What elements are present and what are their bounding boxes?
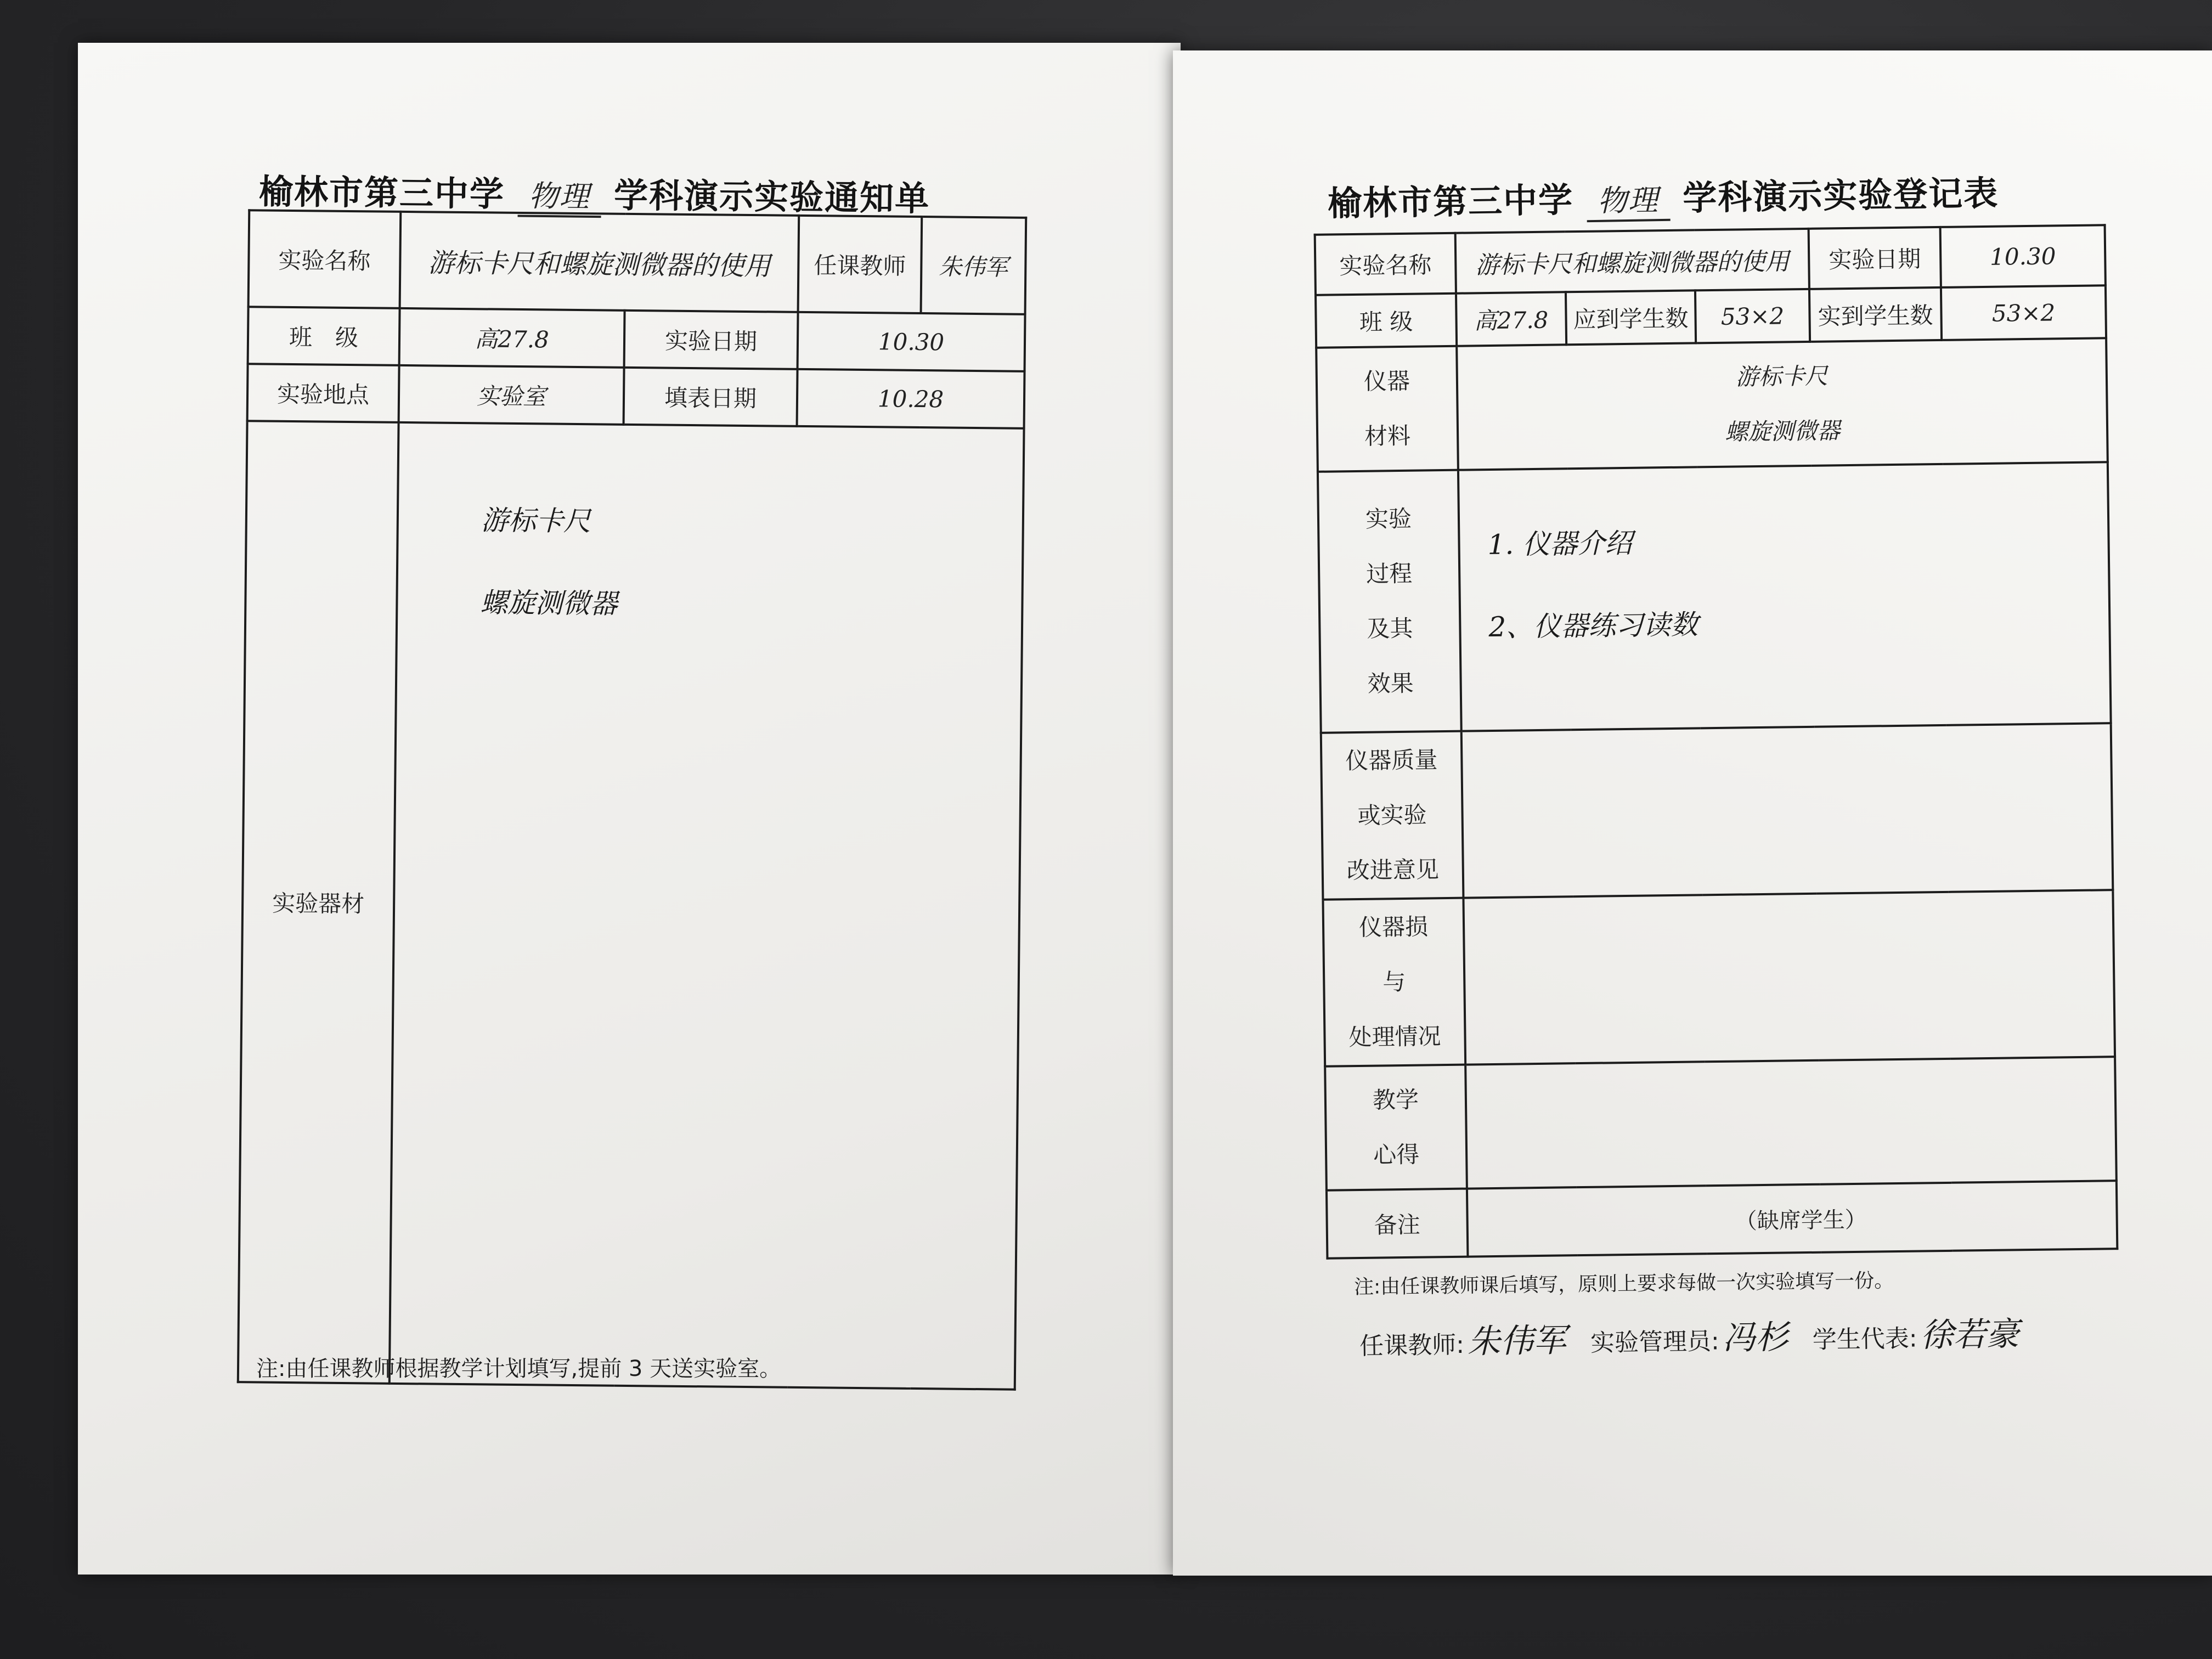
register-sheet bbox=[1173, 50, 2212, 1576]
instrument-item: 游标卡尺 bbox=[1735, 362, 1829, 391]
notice-table bbox=[237, 209, 1027, 1391]
reg-value-instruments bbox=[1457, 338, 2108, 470]
reg-value-actual: 53×2 bbox=[1941, 285, 2106, 340]
reg-label-teaching: 教学 心得 bbox=[1325, 1065, 1467, 1190]
reg-label-quality: 仪器质量 或实验 改进意见 bbox=[1321, 731, 1464, 900]
register-table bbox=[1314, 224, 2119, 1260]
value-fill-date: 10.28 bbox=[797, 369, 1025, 428]
reg-value-class: 高27.8 bbox=[1456, 292, 1566, 346]
reg-label-actual: 实到学生数 bbox=[1809, 287, 1942, 342]
teacher-signature: 朱伟军 bbox=[1467, 1321, 1567, 1361]
label-experiment-date: 实验日期 bbox=[624, 311, 798, 369]
value-experiment-name: 游标卡尺和螺旋测微器的使用 bbox=[400, 212, 799, 312]
value-location: 实验室 bbox=[399, 365, 624, 425]
reg-label-process: 实验 过程 及其 效果 bbox=[1318, 470, 1462, 733]
reg-value-remarks: （缺席学生） bbox=[1467, 1181, 2117, 1256]
equipment-item: 游标卡尺 bbox=[481, 504, 591, 538]
reg-label-remarks: 备注 bbox=[1327, 1189, 1468, 1259]
notice-sheet bbox=[78, 43, 1181, 1575]
reg-label-date: 实验日期 bbox=[1809, 227, 1941, 289]
notice-title-prefix: 榆林市第三中学 bbox=[258, 171, 505, 215]
label-teacher: 任课教师 bbox=[798, 216, 922, 313]
register-subject: 物理 bbox=[1586, 177, 1670, 222]
teacher-signature-label: 任课教师: bbox=[1359, 1330, 1465, 1361]
register-footnote: 注:由任课教师课后填写，原则上要求每做一次实验填写一份。 bbox=[1353, 1269, 1894, 1299]
admin-signature: 冯杉 bbox=[1722, 1318, 1789, 1358]
reg-value-name: 游标卡尺和螺旋测微器的使用 bbox=[1455, 229, 1809, 294]
reg-value-process bbox=[1458, 462, 2111, 731]
equipment-item: 螺旋测微器 bbox=[480, 586, 618, 620]
reg-label-name: 实验名称 bbox=[1315, 233, 1456, 295]
student-signature-label: 学生代表: bbox=[1812, 1324, 1917, 1355]
reg-label-damage: 仪器损 与 处理情况 bbox=[1323, 898, 1465, 1066]
value-class: 高27.8 bbox=[399, 308, 625, 368]
label-experiment-name: 实验名称 bbox=[249, 210, 401, 308]
value-teacher: 朱伟军 bbox=[921, 217, 1026, 314]
label-fill-date: 填表日期 bbox=[624, 368, 798, 426]
label-class: 班 级 bbox=[248, 307, 400, 365]
register-title-suffix: 学科演示实验登记表 bbox=[1682, 173, 1999, 218]
reg-label-instruments: 仪器 材料 bbox=[1316, 346, 1458, 472]
notice-subject: 物理 bbox=[517, 173, 601, 218]
reg-label-class: 班 级 bbox=[1316, 294, 1457, 348]
label-equipment: 实验器材 bbox=[238, 421, 399, 1384]
notice-title-suffix: 学科演示实验通知单 bbox=[613, 175, 930, 219]
instrument-item: 螺旋测微器 bbox=[1724, 417, 1841, 445]
process-step: 2、仪器练习读数 bbox=[1488, 608, 1699, 644]
process-step: 1. 仪器介绍 bbox=[1487, 527, 1633, 561]
student-signature: 徐若豪 bbox=[1920, 1314, 2019, 1355]
reg-value-damage bbox=[1463, 890, 2115, 1064]
notice-footnote: 注:由任课教师根据教学计划填写,提前 3 天送实验室。 bbox=[256, 1356, 782, 1381]
reg-value-expected: 53×2 bbox=[1695, 289, 1810, 343]
register-title bbox=[1327, 166, 1999, 226]
reg-value-quality bbox=[1462, 723, 2113, 898]
reg-label-expected: 应到学生数 bbox=[1566, 290, 1696, 345]
equipment-cell bbox=[390, 422, 1024, 1390]
value-experiment-date: 10.30 bbox=[798, 312, 1025, 371]
reg-value-teaching bbox=[1465, 1057, 2117, 1188]
register-signatures bbox=[1359, 1307, 2036, 1364]
reg-value-date: 10.30 bbox=[1940, 225, 2106, 287]
admin-signature-label: 实验管理员: bbox=[1590, 1327, 1720, 1357]
register-title-prefix: 榆林市第三中学 bbox=[1327, 179, 1574, 224]
label-location: 实验地点 bbox=[247, 364, 399, 422]
